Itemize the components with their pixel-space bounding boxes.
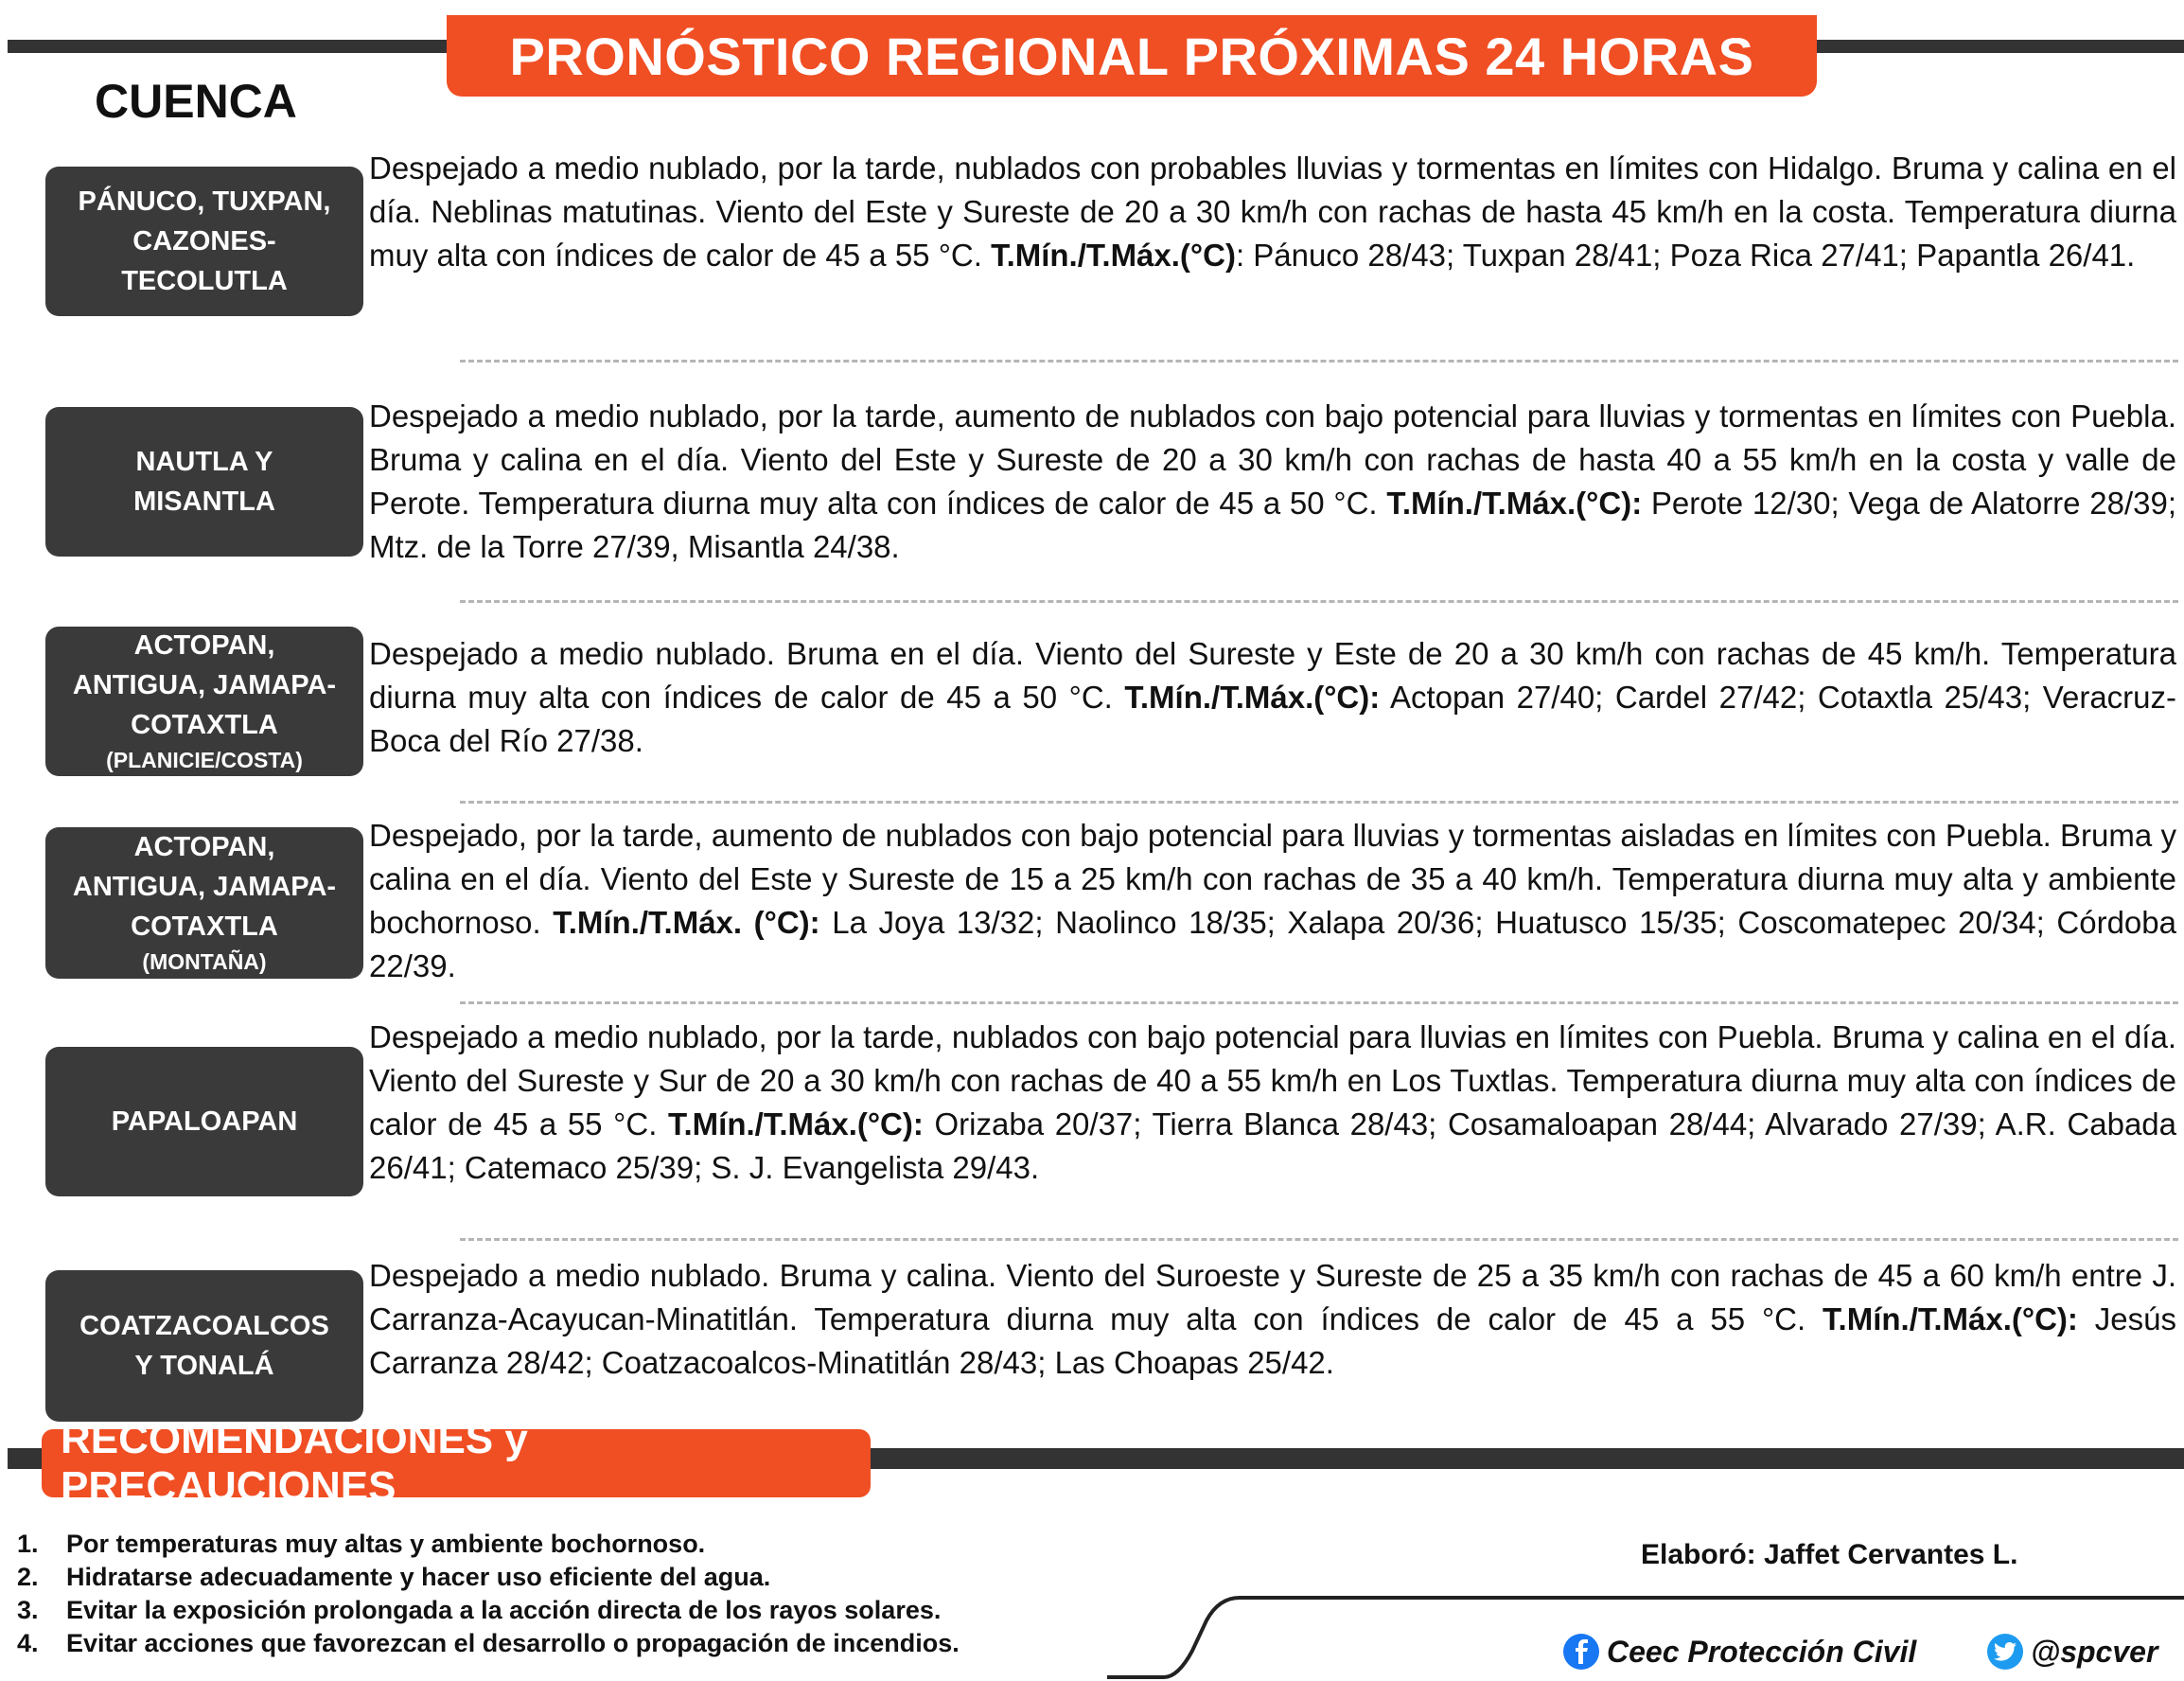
list-item: 2. Hidratarse adecuadamente y hacer uso eficiente del agua. — [17, 1563, 771, 1591]
temp-label: T.Mín./T.Máx.(°C): — [1124, 680, 1381, 715]
region-name-line: MISANTLA — [133, 487, 275, 517]
region-label-papaloapan — [45, 1047, 363, 1196]
temp-values: Actopan 27/40; Cardel 27/42; Cotaxtla 25/43; Veracruz-Boca del Río 27/38. — [369, 680, 2177, 758]
region-name-line: CAZONES- — [132, 225, 276, 257]
recommendations-title: RECOMENDACIONES y PRECAUCIONES — [61, 1416, 528, 1510]
recommendations-list — [17, 1528, 960, 1660]
region-name-line: ANTIGUA, JAMAPA- — [72, 872, 337, 903]
facebook-icon — [1563, 1634, 1599, 1670]
region-forecast-nautla: Despejado a medio nublado, por la tarde, aumento de nublados con bajo potencial para lluvias y tormentas en límites con Puebla. Bruma y calina en el día. Viento del Este y Sureste de 20 a 30 km/h con rachas de hasta 40 a 55 km/h en la costa y valle de Perote. Temperatura diurna muy alta con índices de calor de 45 a 50 °C. T.Mín./T.Máx.(°C): Perote 12/30; Vega de Alatorre 28/39; Mtz. de la Torre 27/39, Misantla 24/38. — [369, 398, 2177, 564]
temp-label: T.Mín./T.Máx. (°C): — [553, 905, 820, 940]
region-forecast-actopan-montana: Despejado, por la tarde, aumento de nublados con bajo potencial para lluvias y tormentas aisladas en límites con Puebla. Bruma y calina en el día. Viento del Este y Sureste de 15 a 25 km/h con rachas de 35 a 40 km/h. Temperatura diurna muy alta y ambiente bochornoso. T.Mín./T.Máx. (°C): La Joya 13/32; Naolinco 18/35; Xalapa 20/36; Huatusco 15/35; Coscomatepec 20/34; Córdoba 22/39. — [369, 818, 2176, 983]
list-item: 1. Por temperaturas muy altas y ambiente bochornoso. — [17, 1530, 706, 1558]
temp-values: Jesús Carranza 28/42; Coatzacoalcos-Minatitlán 28/43; Las Choapas 25/42. — [369, 1301, 2176, 1380]
twitter-handle: @spcver — [2031, 1634, 2158, 1669]
section-divider — [460, 600, 2178, 603]
section-divider — [460, 1238, 2178, 1241]
temp-values: Orizaba 20/37; Tierra Blanca 28/43; Cosamaloapan 28/44; Alvarado 27/39; A.R. Cabada 26/41; Catemaco 25/39; S. J. Evangelista 29/43. — [369, 1106, 2176, 1185]
twitter-link[interactable] — [1987, 1634, 2158, 1670]
region-subtitle: (PLANICIE/COSTA) — [106, 748, 303, 773]
region-name-line: TECOLUTLA — [121, 266, 288, 297]
region-name-line: COTAXTLA — [131, 710, 278, 741]
title-banner — [447, 15, 1817, 97]
region-forecast-coatzacoalcos: Despejado a medio nublado. Bruma y calina. Viento del Suroeste y Sureste de 25 a 35 km/h con rachas de 45 a 60 km/h entre J. Carranza-Acayucan-Minatitlán. Temperatura diurna muy alta con índices de calor de 45 a 55 °C. T.Mín./T.Máx.(°C): Jesús Carranza 28/42; Coatzacoalcos-Minatitlán 28/43; Las Choapas 25/42. — [369, 1258, 2176, 1380]
region-subtitle: (MONTAÑA) — [142, 949, 267, 975]
temp-label: T.Mín./T.Máx.(°C): — [668, 1106, 924, 1141]
region-name-line: ACTOPAN, — [133, 832, 275, 863]
region-label-actopan-montana — [45, 827, 363, 979]
list-item: 4. Evitar acciones que favorezcan el desarrollo o propagación de incendios. — [17, 1629, 960, 1657]
region-name-line: ACTOPAN, — [133, 630, 275, 662]
region-forecast-papaloapan: Despejado a medio nublado, por la tarde, nublados con bajo potencial para lluvias en límites con Puebla. Bruma y calina en el día. Viento del Sureste y Sur de 20 a 30 km/h con rachas de 40 a 55 km/h en Los Tuxtlas. Temperatura diurna muy alta con índices de calor de 45 a 55 °C. T.Mín./T.Máx.(°C): Orizaba 20/37; Tierra Blanca 28/43; Cosamaloapan 28/44; Alvarado 27/39; A.R. Cabada 26/41; Catemaco 25/39; S. J. Evangelista 29/43. — [369, 1019, 2176, 1185]
page-title: PRONÓSTICO REGIONAL PRÓXIMAS 24 HORAS — [509, 26, 1754, 86]
region-name-line: COTAXTLA — [131, 911, 278, 943]
cuenca-heading: CUENCA — [95, 75, 297, 128]
region-name-line: NAUTLA Y — [135, 446, 273, 477]
recommendations-banner — [42, 1416, 871, 1510]
list-item: 3. Evitar la exposición prolongada a la acción directa de los rayos solares. — [17, 1596, 942, 1624]
region-name-line: PAPALOAPAN — [111, 1106, 298, 1137]
region-forecast-panuco: Despejado a medio nublado, por la tarde, nublados con probables lluvias y tormentas en límites con Hidalgo. Bruma y calina en el día. Neblinas matutinas. Viento del Este y Sureste de 20 a 30 km/h con rachas de hasta 45 km/h en la costa. Temperatura diurna muy alta con índices de calor de 45 a 55 °C. T.Mín./T.Máx.(°C): Pánuco 28/43; Tuxpan 28/41; Poza Rica 27/41; Papantla 26/41. — [369, 150, 2176, 273]
section-divider — [460, 360, 2178, 363]
temp-label: T.Mín./T.Máx.(°C): — [1386, 486, 1643, 521]
region-name-line: ANTIGUA, JAMAPA- — [72, 670, 337, 701]
section-divider — [460, 1001, 2178, 1004]
region-name-line: PÁNUCO, TUXPAN, — [78, 186, 331, 217]
region-forecast-actopan-planicie: Despejado a medio nublado. Bruma en el día. Viento del Sureste y Este de 20 a 30 km/h con rachas de 45 km/h. Temperatura diurna muy alta con índices de calor de 45 a 50 °C. T.Mín./T.Máx.(°C): Actopan 27/40; Cardel 27/42; Cotaxtla 25/43; Veracruz-Boca del Río 27/38. — [369, 636, 2177, 758]
twitter-icon — [1987, 1634, 2023, 1670]
temp-values: La Joya 13/32; Naolinco 18/35; Xalapa 20/36; Huatusco 15/35; Coscomatepec 20/34; Córdoba 22/39. — [369, 905, 2176, 983]
region-name-line: Y TONALÁ — [134, 1351, 274, 1381]
temp-values: : Pánuco 28/43; Tuxpan 28/41; Poza Rica 27/41; Papantla 26/41. — [1235, 238, 2136, 273]
region-label-actopan-planicie — [45, 627, 363, 776]
temp-values: Perote 12/30; Vega de Alatorre 28/39; Mtz. de la Torre 27/39, Misantla 24/38. — [369, 486, 2177, 564]
temp-label: T.Mín./T.Máx.(°C) — [991, 238, 1236, 273]
facebook-link[interactable] — [1563, 1634, 1916, 1670]
section-divider — [460, 801, 2178, 804]
region-name-line: COATZACOALCOS — [79, 1310, 329, 1341]
region-label-coatzacoalcos — [45, 1270, 363, 1422]
temp-label: T.Mín./T.Máx.(°C): — [1823, 1301, 2078, 1336]
facebook-handle: Ceec Protección Civil — [1607, 1634, 1917, 1669]
region-label-panuco — [45, 167, 363, 316]
author-credit: Elaboró: Jaffet Cervantes L. — [1641, 1539, 2018, 1570]
region-label-nautla — [45, 407, 363, 557]
